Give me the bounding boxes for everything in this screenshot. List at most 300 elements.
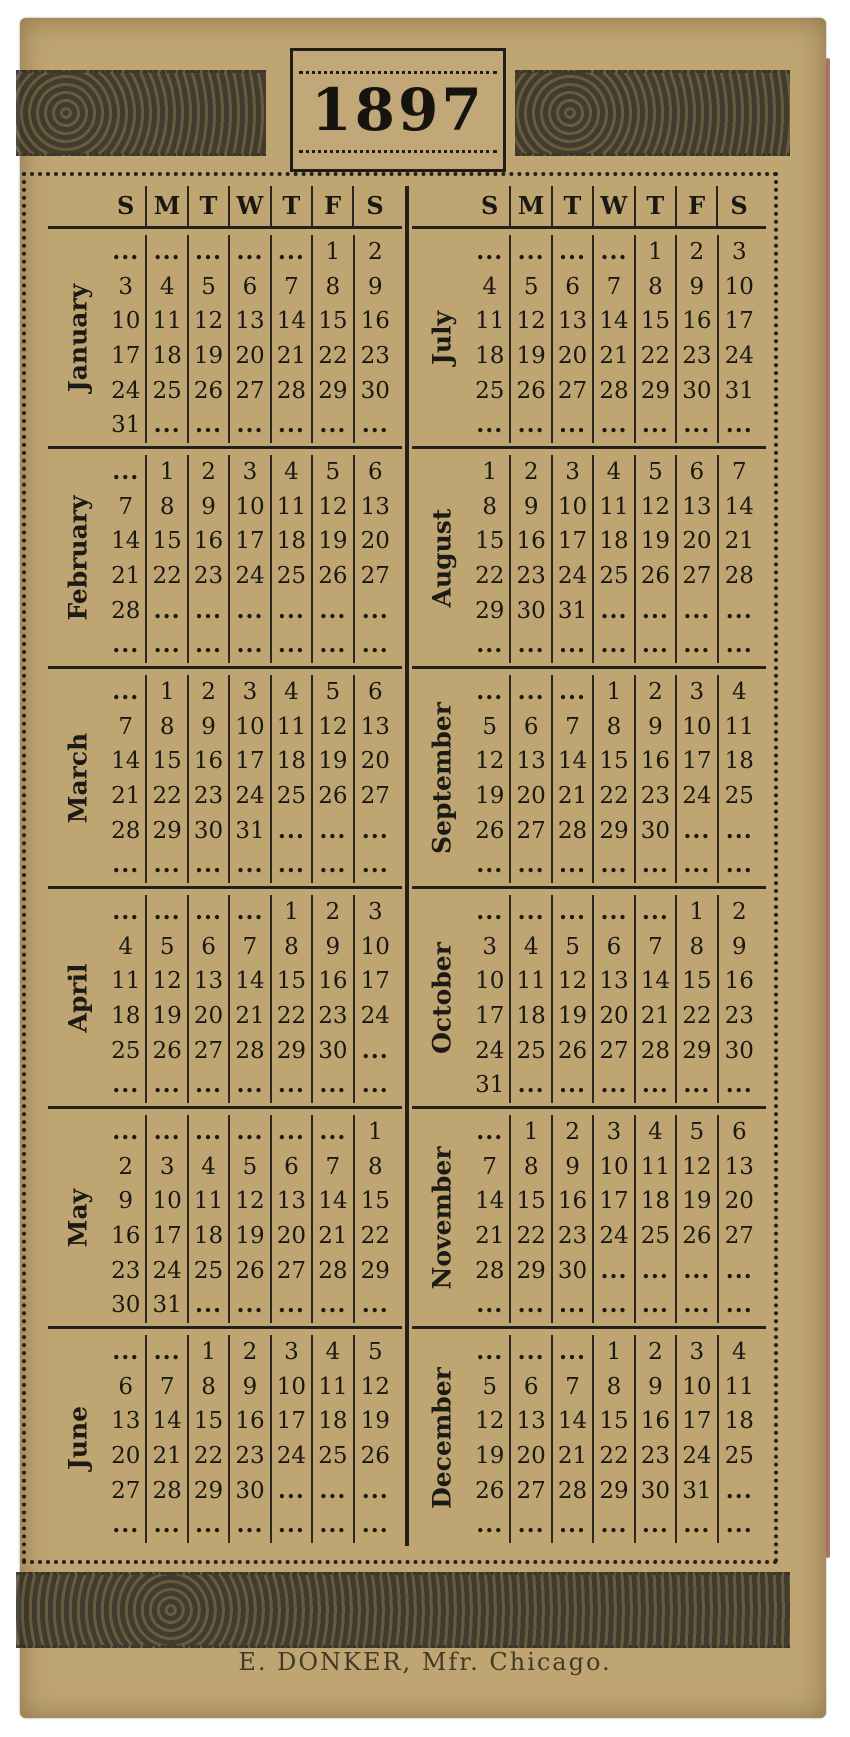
day-cell: 12 <box>470 744 511 779</box>
day-cell: ... <box>147 235 188 270</box>
day-cell: 29 <box>594 1474 635 1509</box>
day-cell: 9 <box>636 1370 677 1405</box>
day-cell: 9 <box>636 710 677 745</box>
day-cell: 25 <box>724 1443 754 1469</box>
day-cell: 4 <box>511 930 552 965</box>
day-cell: 24 <box>677 1439 718 1474</box>
day-cell: 14 <box>106 744 147 779</box>
day-cell: 23 <box>106 1254 147 1289</box>
day-cell: 7 <box>230 930 271 965</box>
day-cell: ... <box>189 235 230 270</box>
day-cell: 15 <box>677 964 718 999</box>
day-cell: ... <box>725 596 753 624</box>
day-cell: 10 <box>230 710 271 745</box>
day-cell: 13 <box>511 1404 552 1439</box>
day-cell: 10 <box>470 964 511 999</box>
day-cell: ... <box>725 1511 753 1539</box>
day-cell: 10 <box>230 490 271 525</box>
day-cell: ... <box>636 848 677 883</box>
day-cell: ... <box>553 1068 594 1103</box>
day-cell: 25 <box>594 559 635 594</box>
day-cell: 22 <box>189 1439 230 1474</box>
day-cell: 30 <box>636 814 677 849</box>
day-cell: 7 <box>106 710 147 745</box>
day-cell: 21 <box>470 1219 511 1254</box>
day-cell: 17 <box>724 308 754 335</box>
day-cell: 14 <box>106 524 147 559</box>
day-cell: 1 <box>313 235 354 270</box>
day-cell: 11 <box>470 304 511 339</box>
day-cell: ... <box>594 628 635 663</box>
day-cell: ... <box>511 1288 552 1323</box>
day-cell: 21 <box>313 1219 354 1254</box>
day-cell: ... <box>677 1288 718 1323</box>
day-cell: 23 <box>677 339 718 374</box>
day-cell: 16 <box>724 968 754 995</box>
day-cell: 6 <box>367 459 383 485</box>
month-name: March <box>63 732 93 824</box>
day-cell: ... <box>147 1335 188 1370</box>
day-cell: 29 <box>360 1257 390 1284</box>
day-cell: 4 <box>272 675 313 710</box>
day-cell: ... <box>725 816 753 844</box>
day-cell: 14 <box>594 304 635 339</box>
day-cell: ... <box>725 1476 753 1504</box>
day-cell: 29 <box>677 1034 718 1069</box>
day-cell: 26 <box>470 1474 511 1509</box>
day-cell: 3 <box>230 675 271 710</box>
day-cell: 31 <box>106 408 147 443</box>
day-cell: 1 <box>272 895 313 930</box>
day-cell: 3 <box>677 675 718 710</box>
month-march <box>48 666 402 884</box>
day-cell: 18 <box>724 748 754 775</box>
day-cell: 16 <box>511 524 552 559</box>
day-cell: 22 <box>470 559 511 594</box>
weekday-label: S <box>366 191 384 220</box>
day-cell: 27 <box>230 374 271 409</box>
day-cell: 18 <box>636 1184 677 1219</box>
day-cell: ... <box>594 895 635 930</box>
day-cell: 9 <box>230 1370 271 1405</box>
day-cell: 21 <box>553 779 594 814</box>
day-cell: ... <box>470 408 511 443</box>
day-cell: ... <box>553 675 594 710</box>
day-cell: 24 <box>470 1034 511 1069</box>
day-cell: 20 <box>724 1188 754 1215</box>
day-cell: 18 <box>272 524 313 559</box>
day-cell: ... <box>313 408 354 443</box>
day-cell: 4 <box>731 679 747 705</box>
day-cell: 16 <box>313 964 354 999</box>
day-cell: 2 <box>731 899 747 925</box>
day-cell: ... <box>594 408 635 443</box>
month-label <box>418 449 466 667</box>
day-cell: 16 <box>106 1219 147 1254</box>
weekday-label: F <box>313 186 354 226</box>
day-cell: 15 <box>636 304 677 339</box>
day-cell: 22 <box>272 999 313 1034</box>
day-cell: 17 <box>272 1404 313 1439</box>
day-cell: 13 <box>360 713 390 740</box>
day-cell: 26 <box>511 374 552 409</box>
day-cell: 23 <box>189 779 230 814</box>
month-june <box>48 1326 402 1544</box>
day-cell: ... <box>511 1068 552 1103</box>
day-cell: ... <box>272 1474 313 1509</box>
month-label <box>54 229 102 447</box>
day-cell: 7 <box>272 270 313 305</box>
day-cell: 5 <box>313 675 354 710</box>
day-cell: ... <box>470 675 511 710</box>
day-cell: ... <box>230 1288 271 1323</box>
day-cell: 5 <box>677 1115 718 1150</box>
day-cell: 5 <box>511 270 552 305</box>
day-cell: 17 <box>106 339 147 374</box>
month-name: May <box>63 1188 93 1248</box>
day-cell: 16 <box>189 524 230 559</box>
day-cell: 2 <box>511 455 552 490</box>
day-cell: 17 <box>677 1404 718 1439</box>
day-cell: 18 <box>147 339 188 374</box>
day-cell: 23 <box>553 1219 594 1254</box>
day-cell: ... <box>189 1068 230 1103</box>
day-cell: 19 <box>230 1219 271 1254</box>
day-cell: ... <box>677 628 718 663</box>
day-cell: 28 <box>106 814 147 849</box>
bottom-ornament <box>16 1572 790 1648</box>
day-cell: 25 <box>189 1254 230 1289</box>
day-cell: 8 <box>470 490 511 525</box>
day-cell: 1 <box>367 1119 383 1145</box>
day-cell: 20 <box>106 1439 147 1474</box>
day-cell: 18 <box>272 744 313 779</box>
day-cell: 17 <box>594 1184 635 1219</box>
day-cell: 24 <box>677 779 718 814</box>
day-cell: 2 <box>367 239 383 265</box>
day-cell: ... <box>361 1071 389 1099</box>
day-cell: 5 <box>636 455 677 490</box>
day-cell: 25 <box>272 779 313 814</box>
day-cell: 22 <box>313 339 354 374</box>
day-cell: ... <box>361 1511 389 1539</box>
day-cell: 21 <box>553 1439 594 1474</box>
month-label <box>418 889 466 1107</box>
day-cell: 23 <box>511 559 552 594</box>
day-cell: 29 <box>147 814 188 849</box>
day-cell: ... <box>189 848 230 883</box>
day-cell: ... <box>230 1508 271 1543</box>
day-cell: 21 <box>594 339 635 374</box>
day-grid <box>470 895 760 1103</box>
weekday-label: W <box>594 186 635 226</box>
day-cell: 9 <box>189 710 230 745</box>
day-cell: 22 <box>511 1219 552 1254</box>
day-cell: ... <box>511 848 552 883</box>
month-december <box>412 1326 766 1544</box>
month-name: February <box>63 495 93 621</box>
day-cell: 29 <box>511 1254 552 1289</box>
day-cell: 27 <box>360 563 390 589</box>
day-cell: 1 <box>636 235 677 270</box>
month-label <box>54 889 102 1107</box>
day-cell: ... <box>725 411 753 439</box>
day-cell: 20 <box>553 339 594 374</box>
day-cell: ... <box>147 895 188 930</box>
day-cell: 20 <box>511 1439 552 1474</box>
month-august <box>412 446 766 664</box>
day-cell: ... <box>272 408 313 443</box>
day-cell: 25 <box>147 374 188 409</box>
day-cell: 25 <box>724 783 754 809</box>
day-cell: 23 <box>189 559 230 594</box>
day-cell: 17 <box>360 968 390 995</box>
day-grid <box>106 895 396 1103</box>
month-name: July <box>427 310 457 366</box>
day-grid <box>470 1335 760 1543</box>
year-box <box>290 48 506 172</box>
day-cell: ... <box>147 1115 188 1150</box>
day-cell: 1 <box>594 1335 635 1370</box>
day-cell: 23 <box>636 779 677 814</box>
day-cell: 30 <box>677 374 718 409</box>
calendar-grid <box>48 186 770 1546</box>
day-cell: 28 <box>313 1254 354 1289</box>
month-name: August <box>427 508 457 608</box>
day-cell: 10 <box>147 1184 188 1219</box>
day-cell: 10 <box>106 304 147 339</box>
day-cell: 31 <box>677 1474 718 1509</box>
day-cell: ... <box>230 594 271 629</box>
day-cell: 8 <box>594 710 635 745</box>
day-cell: ... <box>272 814 313 849</box>
day-cell: 7 <box>636 930 677 965</box>
day-cell: ... <box>511 408 552 443</box>
day-cell: ... <box>511 628 552 663</box>
day-cell: 8 <box>272 930 313 965</box>
day-cell: ... <box>106 235 147 270</box>
day-cell: 25 <box>272 559 313 594</box>
day-cell: 3 <box>553 455 594 490</box>
day-cell: 6 <box>230 270 271 305</box>
day-cell: ... <box>361 1476 389 1504</box>
day-cell: ... <box>361 411 389 439</box>
weekday-header-left <box>106 186 396 226</box>
day-cell: 1 <box>470 455 511 490</box>
day-cell: 17 <box>230 524 271 559</box>
weekday-label: M <box>511 186 552 226</box>
day-cell: 15 <box>189 1404 230 1439</box>
day-cell: 29 <box>594 814 635 849</box>
day-cell: 30 <box>313 1034 354 1069</box>
day-cell: 1 <box>677 895 718 930</box>
month-april <box>48 886 402 1104</box>
weekday-label: T <box>636 186 677 226</box>
day-cell: ... <box>725 1256 753 1284</box>
day-cell: 24 <box>230 559 271 594</box>
day-cell: ... <box>313 1508 354 1543</box>
day-cell: 27 <box>189 1034 230 1069</box>
day-cell: ... <box>189 408 230 443</box>
day-cell: 11 <box>511 964 552 999</box>
day-cell: 22 <box>594 1439 635 1474</box>
day-cell: 13 <box>677 490 718 525</box>
day-cell: ... <box>361 596 389 624</box>
day-cell: 26 <box>313 779 354 814</box>
day-cell: 20 <box>360 748 390 775</box>
day-cell: ... <box>594 235 635 270</box>
day-cell: 26 <box>360 1443 390 1469</box>
day-cell: 7 <box>731 459 747 485</box>
day-cell: 1 <box>189 1335 230 1370</box>
day-grid <box>106 455 396 663</box>
day-cell: 28 <box>230 1034 271 1069</box>
day-cell: 26 <box>189 374 230 409</box>
day-cell: ... <box>511 235 552 270</box>
day-cell: ... <box>147 1068 188 1103</box>
day-cell: ... <box>361 816 389 844</box>
day-grid <box>106 1115 396 1323</box>
day-cell: 19 <box>470 779 511 814</box>
day-cell: 7 <box>470 1150 511 1185</box>
day-cell: 21 <box>272 339 313 374</box>
day-cell: 4 <box>636 1115 677 1150</box>
day-grid <box>470 455 760 663</box>
day-cell: 10 <box>553 490 594 525</box>
day-cell: 15 <box>511 1184 552 1219</box>
day-cell: 15 <box>470 524 511 559</box>
day-cell: 16 <box>636 744 677 779</box>
day-cell: ... <box>553 235 594 270</box>
day-cell: 14 <box>147 1404 188 1439</box>
day-cell: ... <box>470 235 511 270</box>
day-cell: 16 <box>553 1184 594 1219</box>
day-cell: ... <box>106 848 147 883</box>
day-cell: 6 <box>367 679 383 705</box>
day-cell: 4 <box>106 930 147 965</box>
day-cell: 11 <box>106 964 147 999</box>
day-cell: ... <box>677 1508 718 1543</box>
day-cell: 14 <box>553 744 594 779</box>
day-cell: 8 <box>147 490 188 525</box>
day-cell: ... <box>553 848 594 883</box>
month-name: November <box>427 1146 457 1290</box>
day-cell: 25 <box>106 1034 147 1069</box>
day-cell: ... <box>106 1335 147 1370</box>
day-cell: 19 <box>189 339 230 374</box>
day-cell: ... <box>725 1071 753 1099</box>
day-cell: 19 <box>313 524 354 559</box>
day-cell: 4 <box>189 1150 230 1185</box>
day-cell: 8 <box>677 930 718 965</box>
day-cell: ... <box>636 408 677 443</box>
day-cell: 5 <box>147 930 188 965</box>
day-cell: 29 <box>189 1474 230 1509</box>
month-label <box>54 1329 102 1547</box>
day-cell: 26 <box>470 814 511 849</box>
day-cell: ... <box>313 1068 354 1103</box>
day-cell: 16 <box>360 308 390 335</box>
day-cell: 18 <box>106 999 147 1034</box>
day-cell: ... <box>470 848 511 883</box>
month-may <box>48 1106 402 1324</box>
day-cell: 25 <box>511 1034 552 1069</box>
day-cell: 27 <box>511 1474 552 1509</box>
day-cell: 6 <box>272 1150 313 1185</box>
month-label <box>418 1109 466 1327</box>
day-cell: 6 <box>553 270 594 305</box>
day-cell: 24 <box>230 779 271 814</box>
day-cell: 12 <box>511 304 552 339</box>
day-cell: ... <box>553 628 594 663</box>
day-cell: ... <box>361 631 389 659</box>
day-cell: 7 <box>553 1370 594 1405</box>
day-cell: 21 <box>106 779 147 814</box>
month-label <box>418 1329 466 1547</box>
day-cell: ... <box>230 628 271 663</box>
day-cell: 11 <box>594 490 635 525</box>
day-cell: ... <box>106 675 147 710</box>
day-cell: 22 <box>677 999 718 1034</box>
day-cell: 10 <box>594 1150 635 1185</box>
day-cell: 30 <box>106 1288 147 1323</box>
day-cell: 12 <box>553 964 594 999</box>
day-grid <box>470 235 760 443</box>
day-cell: 20 <box>272 1219 313 1254</box>
day-cell: 17 <box>230 744 271 779</box>
day-cell: 31 <box>553 594 594 629</box>
month-name: June <box>63 1405 93 1471</box>
weekday-header-right <box>470 186 760 226</box>
day-cell: 6 <box>511 1370 552 1405</box>
day-cell: ... <box>553 1508 594 1543</box>
day-cell: ... <box>272 628 313 663</box>
weekday-label: M <box>147 186 188 226</box>
day-cell: ... <box>147 848 188 883</box>
day-cell: ... <box>106 628 147 663</box>
day-cell: 19 <box>636 524 677 559</box>
day-cell: ... <box>677 814 718 849</box>
day-cell: 20 <box>360 528 390 555</box>
day-cell: ... <box>361 851 389 879</box>
day-cell: 12 <box>677 1150 718 1185</box>
day-cell: 30 <box>360 377 390 404</box>
day-grid <box>106 675 396 883</box>
day-cell: 14 <box>230 964 271 999</box>
day-cell: ... <box>677 848 718 883</box>
day-cell: 14 <box>313 1184 354 1219</box>
day-cell: 2 <box>189 675 230 710</box>
weekday-label: S <box>730 191 748 220</box>
day-cell: 7 <box>106 490 147 525</box>
month-november <box>412 1106 766 1324</box>
day-cell: 24 <box>594 1219 635 1254</box>
day-cell: 7 <box>147 1370 188 1405</box>
day-cell: ... <box>230 408 271 443</box>
day-cell: ... <box>636 895 677 930</box>
day-cell: 22 <box>147 559 188 594</box>
month-january <box>48 226 402 444</box>
day-cell: 19 <box>360 1408 390 1435</box>
day-cell: 18 <box>470 339 511 374</box>
day-cell: 20 <box>189 999 230 1034</box>
month-name: April <box>63 963 93 1033</box>
day-cell: 22 <box>594 779 635 814</box>
day-cell: 28 <box>636 1034 677 1069</box>
day-cell: 6 <box>677 455 718 490</box>
day-cell: 15 <box>313 304 354 339</box>
day-cell: ... <box>189 1508 230 1543</box>
